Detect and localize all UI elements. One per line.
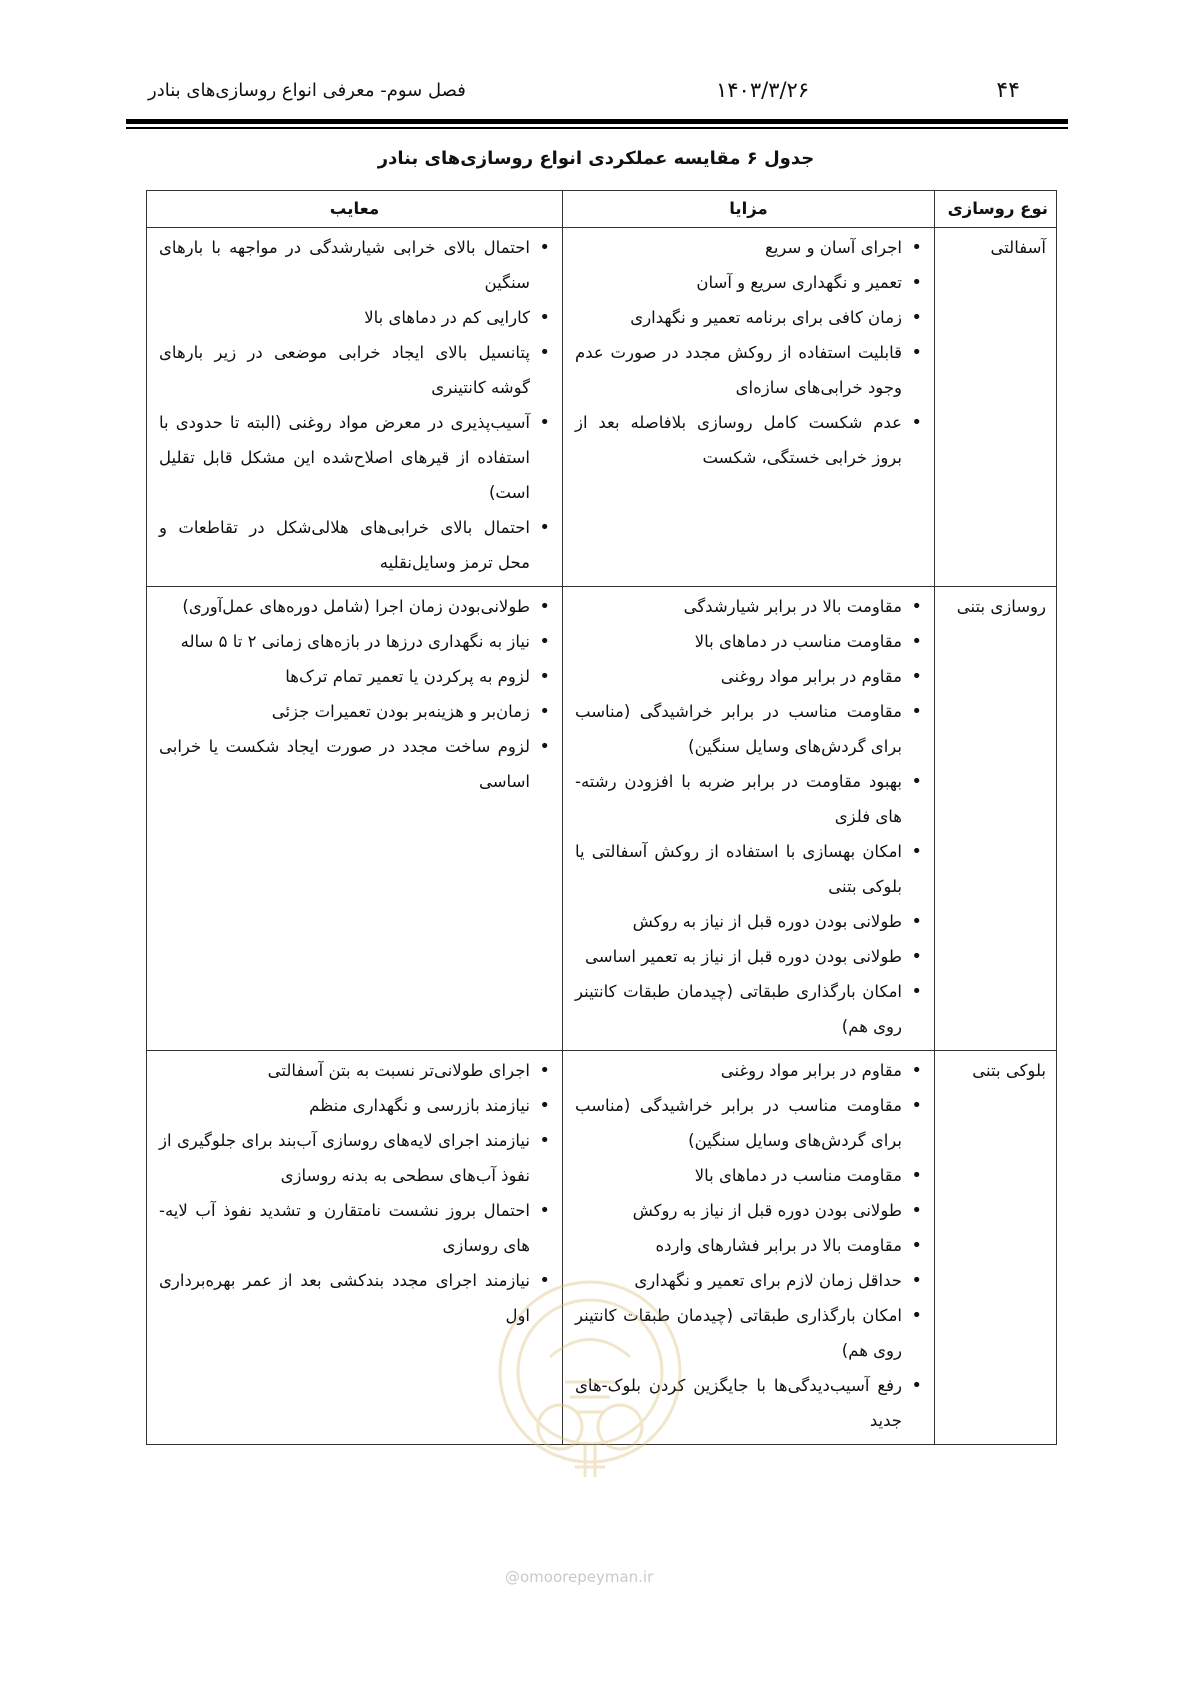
pavement-type-cell: روسازی بتنی: [935, 587, 1057, 1051]
list-item: • عدم شکست کامل روسازی بلافاصله بعد از بروز خرابی خستگی، شکست: [575, 405, 924, 475]
list-item: • مقاومت مناسب در برابر خراشیدگی (مناسب برای گردش‌های وسایل سنگین): [575, 1088, 924, 1158]
disadvantages-cell: [147, 228, 563, 587]
list-item: • اجرای طولانی‌تر نسبت به بتن آسفالتی: [159, 1053, 552, 1088]
chapter-title: فصل سوم- معرفی انواع روسازی‌های بنادر: [148, 80, 466, 101]
watermark-seal-icon: [500, 1282, 680, 1477]
list-item: • طولانی بودن دوره قبل از نیاز به روکش: [575, 904, 924, 939]
page-number: ۴۴: [996, 78, 1020, 103]
header-disadvantages: معایب: [147, 191, 563, 228]
list-item: • نیازمند اجرای مجدد بندکشی بعد از عمر بهره‌برداری اول: [159, 1263, 552, 1333]
list-item: • مقاومت مناسب در دماهای بالا: [575, 1158, 924, 1193]
pavement-type-cell: بلوکی بتنی: [935, 1051, 1057, 1445]
table-row: [147, 587, 1057, 1051]
header-rule-thick: [126, 119, 1068, 124]
list-item: • لزوم به پرکردن یا تعمیر تمام ترک‌ها: [159, 659, 552, 694]
list-item: • لزوم ساخت مجدد در صورت ایجاد شکست یا خرابی اساسی: [159, 729, 552, 799]
comparison-table: [146, 190, 1057, 1445]
watermark-logo: [490, 1262, 690, 1492]
list-item: • رفع آسیب‌دیدگی‌ها با جایگزین کردن بلوک-های جدید: [575, 1368, 924, 1438]
list-item: • کارایی کم در دماهای بالا: [159, 300, 552, 335]
disadvantages-list: [159, 589, 552, 799]
pavement-type-cell: آسفالتی: [935, 228, 1057, 587]
list-item: • احتمال بالای خرابی شیارشدگی در مواجهه با بارهای سنگین: [159, 230, 552, 300]
list-item: • مقاومت بالا در برابر شیارشدگی: [575, 589, 924, 624]
list-item: • امکان بارگذاری طبقاتی (چیدمان طبقات کانتینر روی هم): [575, 1298, 924, 1368]
list-item: • طولانی بودن دوره قبل از نیاز به روکش: [575, 1193, 924, 1228]
disadvantages-cell: [147, 587, 563, 1051]
table-caption: جدول ۶ مقایسه عملکردی انواع روسازی‌های بنادر: [377, 148, 815, 169]
list-item: • مقاومت مناسب در دماهای بالا: [575, 624, 924, 659]
list-item: • نیاز به نگهداری درزها در بازه‌های زمانی ۲ تا ۵ ساله: [159, 624, 552, 659]
header-advantages: مزایا: [563, 191, 935, 228]
list-item: • پتانسیل بالای ایجاد خرابی موضعی در زیر بارهای گوشه کانتینری: [159, 335, 552, 405]
table-row: [147, 228, 1057, 587]
list-item: • اجرای آسان و سریع: [575, 230, 924, 265]
list-item: • احتمال بروز نشست نامتقارن و تشدید نفوذ آب لایه-های روسازی: [159, 1193, 552, 1263]
list-item: • بهبود مقاومت در برابر ضربه با افزودن رشته-های فلزی: [575, 764, 924, 834]
list-item: • طولانی بودن دوره قبل از نیاز به تعمیر اساسی: [575, 939, 924, 974]
list-item: • مقاومت بالا در برابر فشارهای وارده: [575, 1228, 924, 1263]
header-type: نوع روسازی: [935, 191, 1057, 228]
advantages-cell: [563, 228, 935, 587]
list-item: • زمان‌بر و هزینه‌بر بودن تعمیرات جزئی: [159, 694, 552, 729]
table-header-row: [147, 191, 1057, 228]
advantages-list: [575, 230, 924, 475]
list-item: • آسیب‌پذیری در معرض مواد روغنی (البته تا حدودی با استفاده از قیرهای اصلاح‌شده این مشکل قابل تقلیل است): [159, 405, 552, 510]
list-item: • امکان بارگذاری طبقاتی (چیدمان طبقات کانتینر روی هم): [575, 974, 924, 1044]
header-rule-thin: [126, 127, 1068, 129]
list-item: • نیازمند بازرسی و نگهداری منظم: [159, 1088, 552, 1123]
list-item: • قابلیت استفاده از روکش مجدد در صورت عدم وجود خرابی‌های سازه‌ای: [575, 335, 924, 405]
list-item: • تعمیر و نگهداری سریع و آسان: [575, 265, 924, 300]
list-item: • مقاومت مناسب در برابر خراشیدگی (مناسب برای گردش‌های وسایل سنگین): [575, 694, 924, 764]
list-item: • مقاوم در برابر مواد روغنی: [575, 659, 924, 694]
watermark-site: @omoorepeyman.ir: [505, 1568, 654, 1586]
list-item: • مقاوم در برابر مواد روغنی: [575, 1053, 924, 1088]
list-item: • امکان بهسازی با استفاده از روکش آسفالتی یا بلوکی بتنی: [575, 834, 924, 904]
page-header: [126, 72, 1066, 116]
list-item: • نیازمند اجرای لایه‌های روسازی آب‌بند برای جلوگیری از نفوذ آب‌های سطحی به بدنه روسازی: [159, 1123, 552, 1193]
list-item: • طولانی‌بودن زمان اجرا (شامل دوره‌های عمل‌آوری): [159, 589, 552, 624]
list-item: • حداقل زمان لازم برای تعمیر و نگهداری: [575, 1263, 924, 1298]
header-date: ۱۴۰۳/۳/۲۶: [716, 78, 810, 102]
list-item: • زمان کافی برای برنامه تعمیر و نگهداری: [575, 300, 924, 335]
disadvantages-list: [159, 230, 552, 580]
list-item: • احتمال بالای خرابی‌های هلالی‌شکل در تقاطعات و محل ترمز وسایل‌نقلیه: [159, 510, 552, 580]
advantages-cell: [563, 587, 935, 1051]
advantages-list: [575, 589, 924, 1044]
